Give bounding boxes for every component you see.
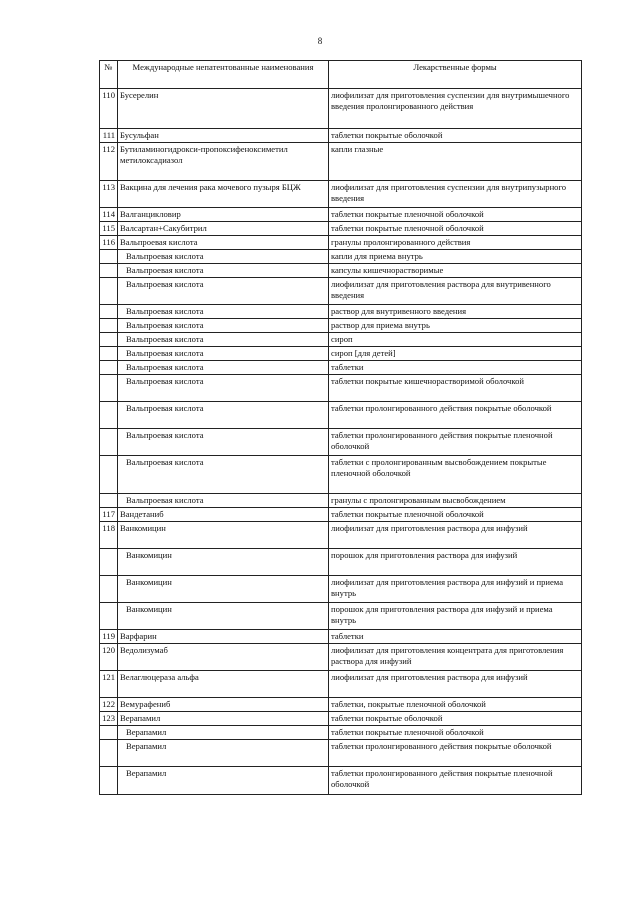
row-number — [100, 429, 118, 456]
table-row — [100, 726, 582, 740]
row-drug-name: Вандетаниб — [118, 508, 329, 522]
row-dosage-form: таблетки с пролонгированным высвобождением покрытые пленочной оболочкой — [329, 456, 582, 494]
row-drug-name: Верапамил — [118, 712, 329, 726]
row-drug-name: Вальпроевая кислота — [118, 250, 329, 264]
row-dosage-form: гранулы с пролонгированным высвобождением — [329, 494, 582, 508]
row-drug-name: Ванкомицин — [118, 549, 329, 576]
table-row — [100, 522, 582, 549]
row-drug-name: Бутиламиногидрокси-пропоксифеноксиметил метилоксадиазол — [118, 143, 329, 181]
row-drug-name: Ванкомицин — [118, 603, 329, 630]
table-row — [100, 494, 582, 508]
row-drug-name: Валганцикловир — [118, 208, 329, 222]
row-dosage-form: таблетки покрытые пленочной оболочкой — [329, 508, 582, 522]
row-dosage-form: лиофилизат для приготовления концентрата для приготовления раствора для инфузий — [329, 644, 582, 671]
row-dosage-form: таблетки покрытые пленочной оболочкой — [329, 208, 582, 222]
row-dosage-form: лиофилизат для приготовления суспензии для внутрипузырного введения — [329, 181, 582, 208]
row-dosage-form: порошок для приготовления раствора для инфузий — [329, 549, 582, 576]
row-dosage-form: капли глазные — [329, 143, 582, 181]
table-row — [100, 208, 582, 222]
row-dosage-form: таблетки покрытые пленочной оболочкой — [329, 222, 582, 236]
row-number: 115 — [100, 222, 118, 236]
row-dosage-form: сироп — [329, 333, 582, 347]
row-dosage-form: капли для приема внутрь — [329, 250, 582, 264]
row-number — [100, 603, 118, 630]
table-row — [100, 250, 582, 264]
table-row — [100, 698, 582, 712]
row-number: 113 — [100, 181, 118, 208]
row-dosage-form: таблетки пролонгированного действия покрытые пленочной оболочкой — [329, 767, 582, 795]
table-row — [100, 549, 582, 576]
table-row — [100, 143, 582, 181]
row-drug-name: Вакцина для лечения рака мочевого пузыря БЦЖ — [118, 181, 329, 208]
row-dosage-form: раствор для приема внутрь — [329, 319, 582, 333]
row-dosage-form: порошок для приготовления раствора для инфузий и приема внутрь — [329, 603, 582, 630]
row-drug-name: Верапамил — [118, 740, 329, 767]
row-number: 122 — [100, 698, 118, 712]
table-row — [100, 402, 582, 429]
table-row — [100, 264, 582, 278]
header-number: № — [100, 61, 118, 89]
row-dosage-form: лиофилизат для приготовления раствора для инфузий — [329, 522, 582, 549]
table-body — [100, 89, 582, 795]
row-number: 117 — [100, 508, 118, 522]
row-number — [100, 333, 118, 347]
table-row — [100, 236, 582, 250]
row-dosage-form: таблетки пролонгированного действия покрытые пленочной оболочкой — [329, 429, 582, 456]
table-row — [100, 576, 582, 603]
table-row — [100, 89, 582, 129]
row-drug-name: Вальпроевая кислота — [118, 347, 329, 361]
row-dosage-form: капсулы кишечнорастворимые — [329, 264, 582, 278]
table-row — [100, 603, 582, 630]
row-drug-name: Вальпроевая кислота — [118, 305, 329, 319]
table-row — [100, 644, 582, 671]
row-drug-name: Валсартан+Сакубитрил — [118, 222, 329, 236]
table-row — [100, 456, 582, 494]
row-dosage-form: таблетки — [329, 630, 582, 644]
row-drug-name: Вальпроевая кислота — [118, 375, 329, 402]
row-dosage-form: раствор для внутривенного введения — [329, 305, 582, 319]
row-dosage-form: гранулы пролонгированного действия — [329, 236, 582, 250]
row-dosage-form: таблетки покрытые кишечнорастворимой оболочкой — [329, 375, 582, 402]
row-drug-name: Вемурафениб — [118, 698, 329, 712]
table-row — [100, 278, 582, 305]
row-dosage-form: таблетки пролонгированного действия покрытые оболочкой — [329, 740, 582, 767]
table-row — [100, 630, 582, 644]
row-number — [100, 319, 118, 333]
row-number — [100, 549, 118, 576]
table-row — [100, 347, 582, 361]
table-row — [100, 129, 582, 143]
row-number: 118 — [100, 522, 118, 549]
row-drug-name: Вальпроевая кислота — [118, 319, 329, 333]
table-row — [100, 319, 582, 333]
row-dosage-form: таблетки — [329, 361, 582, 375]
row-number — [100, 726, 118, 740]
row-drug-name: Ванкомицин — [118, 522, 329, 549]
row-drug-name: Вальпроевая кислота — [118, 456, 329, 494]
row-dosage-form: лиофилизат для приготовления раствора для инфузий и приема внутрь — [329, 576, 582, 603]
row-drug-name: Вальпроевая кислота — [118, 402, 329, 429]
row-number: 116 — [100, 236, 118, 250]
row-number: 110 — [100, 89, 118, 129]
row-number — [100, 278, 118, 305]
table-row — [100, 508, 582, 522]
row-dosage-form: лиофилизат для приготовления раствора для внутривенного введения — [329, 278, 582, 305]
row-dosage-form: таблетки покрытые оболочкой — [329, 712, 582, 726]
drug-table — [99, 60, 582, 795]
row-number — [100, 305, 118, 319]
row-drug-name: Вальпроевая кислота — [118, 333, 329, 347]
row-number: 114 — [100, 208, 118, 222]
table-row — [100, 361, 582, 375]
row-drug-name: Верапамил — [118, 767, 329, 795]
row-number — [100, 767, 118, 795]
row-dosage-form: таблетки пролонгированного действия покрытые оболочкой — [329, 402, 582, 429]
row-drug-name: Бусульфан — [118, 129, 329, 143]
row-dosage-form: таблетки, покрытые пленочной оболочкой — [329, 698, 582, 712]
table-row — [100, 767, 582, 795]
row-drug-name: Велаглюцераза альфа — [118, 671, 329, 698]
row-drug-name: Верапамил — [118, 726, 329, 740]
row-number: 120 — [100, 644, 118, 671]
table-row — [100, 712, 582, 726]
row-number: 112 — [100, 143, 118, 181]
table-row — [100, 740, 582, 767]
row-number — [100, 456, 118, 494]
row-drug-name: Вальпроевая кислота — [118, 264, 329, 278]
row-dosage-form: лиофилизат для приготовления суспензии для внутримышечного введения пролонгированного действия — [329, 89, 582, 129]
row-drug-name: Вальпроевая кислота — [118, 494, 329, 508]
row-number — [100, 402, 118, 429]
row-number — [100, 375, 118, 402]
row-number — [100, 361, 118, 375]
row-number: 111 — [100, 129, 118, 143]
row-number — [100, 740, 118, 767]
row-number: 121 — [100, 671, 118, 698]
header-form: Лекарственные формы — [329, 61, 582, 89]
row-dosage-form: сироп [для детей] — [329, 347, 582, 361]
row-drug-name: Вальпроевая кислота — [118, 361, 329, 375]
row-drug-name: Вальпроевая кислота — [118, 236, 329, 250]
table-row — [100, 671, 582, 698]
row-drug-name: Вальпроевая кислота — [118, 278, 329, 305]
row-number — [100, 250, 118, 264]
table-row — [100, 375, 582, 402]
row-drug-name: Ведолизумаб — [118, 644, 329, 671]
row-dosage-form: лиофилизат для приготовления раствора для инфузий — [329, 671, 582, 698]
table-row — [100, 222, 582, 236]
page-number: 8 — [317, 36, 323, 46]
row-number: 119 — [100, 630, 118, 644]
row-drug-name: Варфарин — [118, 630, 329, 644]
header-name: Международные непатентованные наименования — [118, 61, 329, 89]
table-row — [100, 305, 582, 319]
row-drug-name: Бусерелин — [118, 89, 329, 129]
row-drug-name: Ванкомицин — [118, 576, 329, 603]
table-header-row — [100, 61, 582, 89]
row-drug-name: Вальпроевая кислота — [118, 429, 329, 456]
row-dosage-form: таблетки покрытые пленочной оболочкой — [329, 726, 582, 740]
row-number — [100, 576, 118, 603]
row-dosage-form: таблетки покрытые оболочкой — [329, 129, 582, 143]
table-row — [100, 181, 582, 208]
table-row — [100, 429, 582, 456]
row-number — [100, 264, 118, 278]
row-number: 123 — [100, 712, 118, 726]
table-row — [100, 333, 582, 347]
row-number — [100, 494, 118, 508]
row-number — [100, 347, 118, 361]
